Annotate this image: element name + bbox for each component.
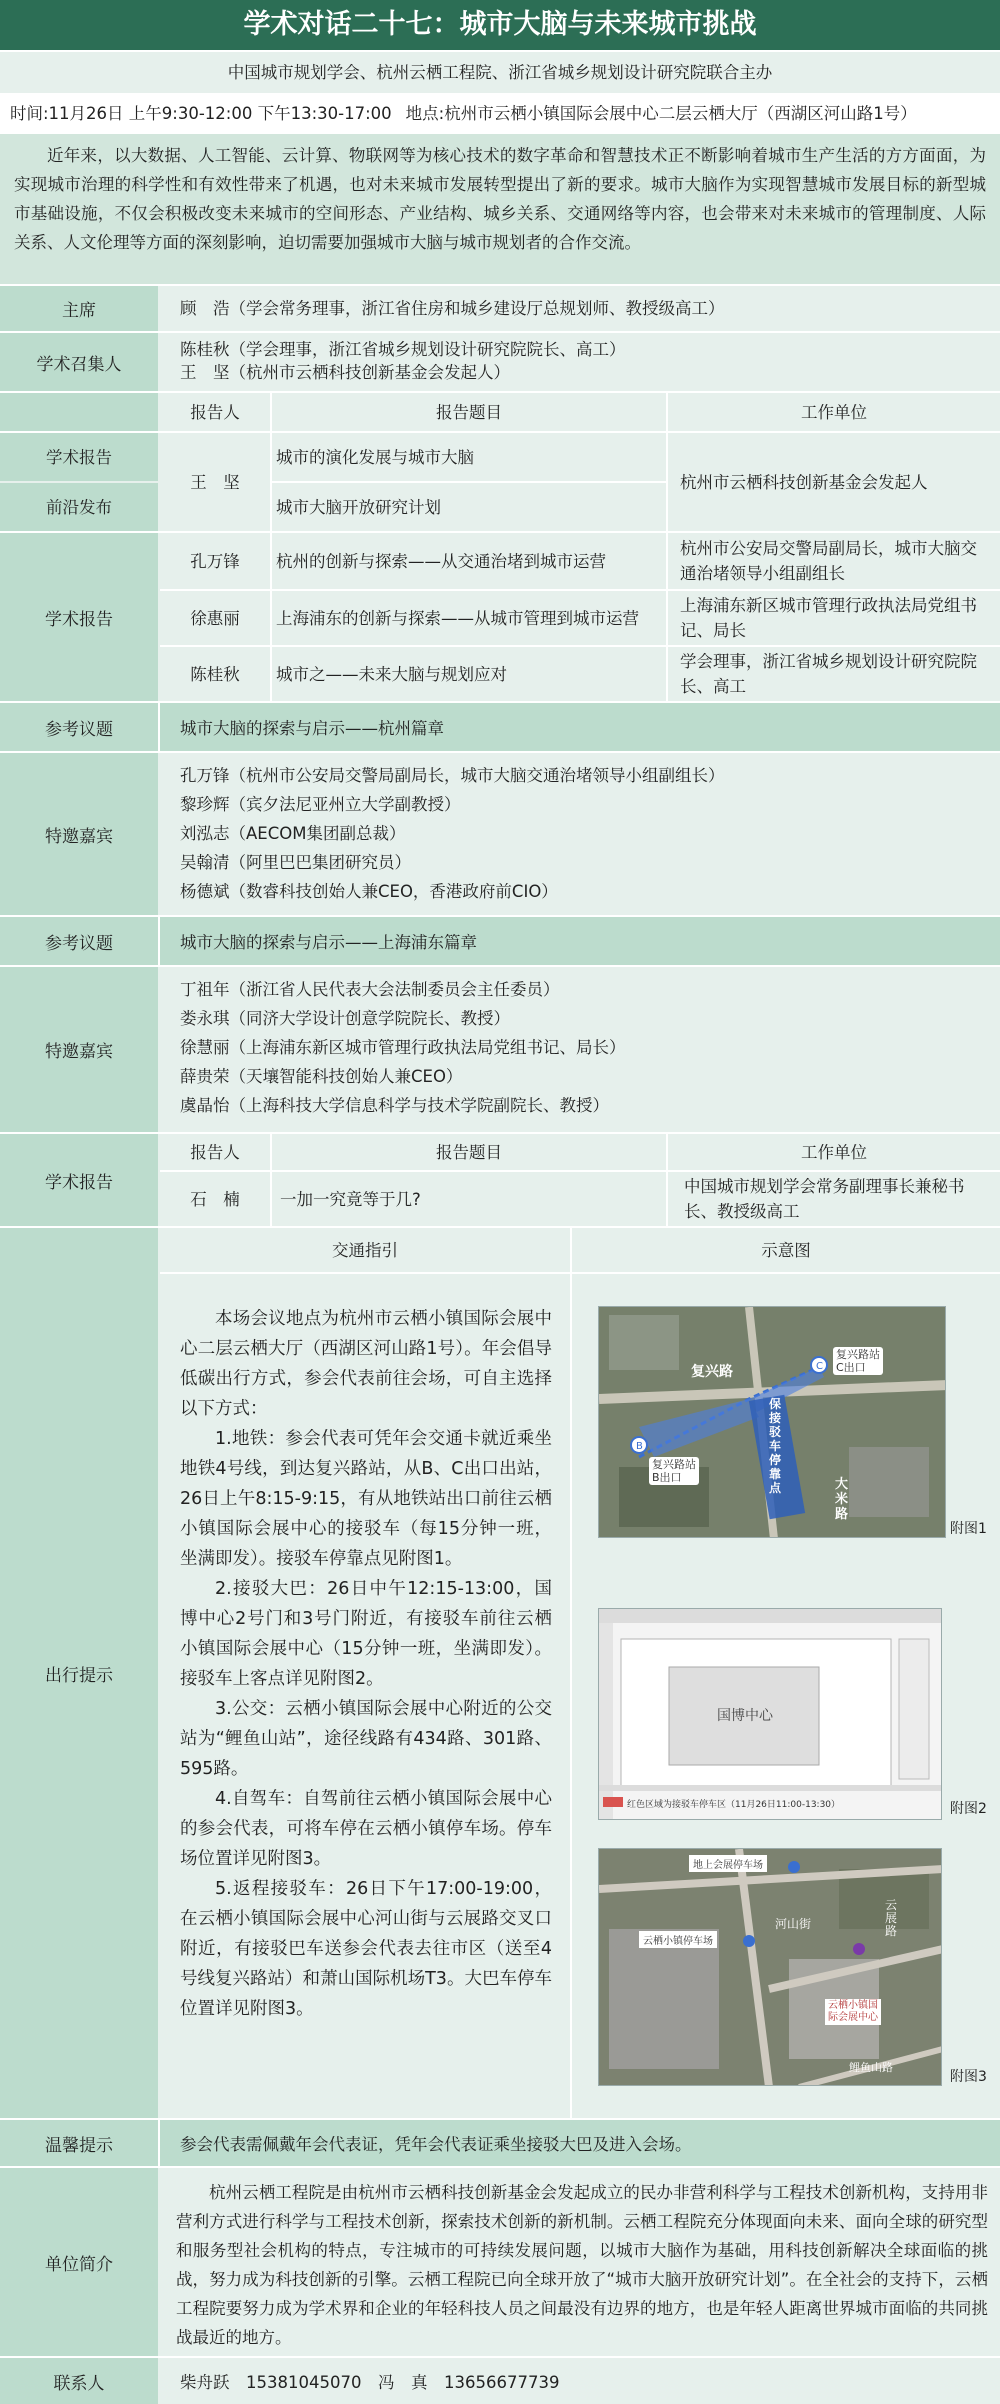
travel-guide [180, 1304, 552, 2024]
map1-label: 复兴路 [691, 1364, 733, 1380]
map1-label [649, 1457, 699, 1485]
table-header [0, 393, 1000, 431]
session2-speaker: 徐惠丽 [190, 608, 240, 628]
map3-label: 云展路 [885, 1898, 898, 1938]
header-speaker: 报告人 [190, 1142, 240, 1162]
convener-item: 陈桂秋（学会理事，浙江省城乡规划设计研究院院长、高工） [180, 340, 626, 359]
map3-caption: 附图3 [950, 2069, 987, 2085]
session1-label-release: 前沿发布 [0, 483, 158, 531]
session3 [0, 1134, 1000, 1226]
organizers: 中国城市规划学会、杭州云栖工程院、浙江省城乡规划设计研究院联合主办 [0, 52, 1000, 93]
map-3-graphic [599, 1849, 942, 2086]
session2-speaker: 陈桂秋 [190, 664, 240, 684]
page-title: 学术对话二十七：城市大脑与未来城市挑战 [0, 0, 1000, 50]
header-speaker: 报告人 [190, 402, 240, 422]
tips-label: 温馨提示 [0, 2120, 158, 2166]
session1-topic: 城市的演化发展与城市大脑 [276, 447, 474, 467]
guests2-label: 特邀嘉宾 [0, 967, 158, 1132]
travel-section [0, 1228, 1000, 2118]
session2-unit: 学会理事，浙江省城乡规划设计研究院院长、高工 [680, 652, 977, 696]
topic1-label: 参考议题 [0, 703, 158, 751]
map-3 [598, 1848, 942, 2086]
session3-unit: 中国城市规划学会常务副理事长兼秘书长、教授级高工 [684, 1177, 965, 1221]
guest-item: 薛贵荣（天壤智能科技创始人兼CEO） [180, 1067, 463, 1086]
travel-paragraph: 1.地铁：参会代表可凭年会交通卡就近乘坐地铁4号线，到达复兴路站，从B、C出口出站，26日上午8:15-9:15，有从地铁站出口前往云栖小镇国际会展中心的接驳车（每15分钟一班，坐满即发）。接驳车停靠点见附图1。 [180, 1429, 552, 1569]
guest-item: 刘泓志（AECOM集团副总裁） [180, 824, 406, 843]
svg-text:B: B [636, 1441, 643, 1452]
session2-topic: 城市之——未来大脑与规划应对 [276, 664, 507, 684]
session1-label-report: 学术报告 [0, 433, 158, 481]
map-2 [598, 1608, 942, 1820]
map-1 [598, 1306, 946, 1538]
tips-row [0, 2120, 1000, 2166]
guests1-label: 特邀嘉宾 [0, 753, 158, 915]
topic1-value: 城市大脑的探索与启示——杭州篇章 [180, 719, 444, 738]
org-label: 单位简介 [0, 2168, 158, 2356]
contact-value: 柴舟跃 15381045070 冯 真 13656677739 [180, 2373, 560, 2392]
guest-item: 黎珍辉（宾夕法尼亚州立大学副教授） [180, 795, 461, 814]
session2-label: 学术报告 [0, 533, 158, 701]
intro-paragraph: 近年来，以大数据、人工智能、云计算、物联网等为核心技术的数字革命和智慧技术正不断影响着城市生产生活的方方面面，为实现城市治理的科学性和有效性带来了机遇，也对未来城市发展转型提出了新的要求。城市大脑作为实现智慧城市发展目标的新型城市基础设施，不仅会积极改变未来城市的空间形态、产业结构、城乡关系、交通网络等内容，也会带来对未来城市的管理制度、人际关系、人文伦理等方面的深刻影响，迫切需要加强城市大脑与城市规划者的合作交流。 [0, 134, 1000, 284]
topic1-row [0, 703, 1000, 751]
convener-item: 王 坚（杭州市云栖科技创新基金会发起人） [180, 363, 510, 382]
map3-label: 云栖小镇国际会展中心 [825, 1999, 881, 2025]
svg-text:C: C [816, 1361, 823, 1372]
map2-label: 红色区域为接驳车停车区（11月26日11:00-13:30） [627, 1800, 841, 1810]
map1-label-text: 复兴路站 [836, 1348, 880, 1361]
header-topic: 报告题目 [436, 402, 502, 422]
chair-value: 顾 浩（学会常务理事，浙江省住房和城乡建设厅总规划师、教授级高工） [180, 299, 725, 318]
map1-label-text: 复兴路站 [652, 1458, 696, 1471]
session1-speaker: 王 坚 [190, 472, 240, 492]
map1-label: 大米路 [835, 1477, 849, 1522]
convener-row [0, 333, 1000, 391]
map3-label: 云栖小镇停车场 [639, 1931, 717, 1948]
session1 [0, 433, 1000, 531]
travel-paragraph: 2.接驳大巴：26日中午12:15-13:00，国博中心2号门和3号门附近，有接驳车前往云栖小镇国际会展中心（15分钟一班，坐满即发）。接驳车上客点详见附图2。 [180, 1579, 552, 1689]
session3-topic: 一加一究竟等于几? [280, 1189, 421, 1209]
guest-item: 杨德斌（数睿科技创始人兼CEO，香港政府前CIO） [180, 882, 558, 901]
convener-list [180, 338, 626, 384]
tips-value: 参会代表需佩戴年会代表证，凭年会代表证乘坐接驳大巴及进入会场。 [180, 2135, 692, 2154]
guest-item: 孔万锋（杭州市公安局交警局副局长，城市大脑交通治堵领导小组副组长） [180, 766, 725, 785]
header-topic: 报告题目 [436, 1142, 502, 1162]
session1-unit: 杭州市云栖科技创新基金会发起人 [680, 472, 928, 492]
session2-topic: 上海浦东的创新与探索——从城市管理到城市运营 [276, 608, 639, 628]
header-unit: 工作单位 [801, 1142, 867, 1162]
map1-caption: 附图1 [950, 1521, 987, 1537]
chair-label: 主席 [0, 286, 158, 331]
session2-unit: 上海浦东新区城市管理行政执法局党组书记、局长 [680, 596, 977, 640]
session3-label: 学术报告 [0, 1134, 158, 1226]
guest-item: 娄永琪（同济大学设计创意学院院长、教授） [180, 1009, 510, 1028]
session2-speaker: 孔万锋 [190, 551, 240, 571]
guests2-list [180, 975, 626, 1120]
guest-item: 丁祖年（浙江省人民代表大会法制委员会主任委员） [180, 980, 560, 999]
map1-label-text: C出口 [836, 1361, 866, 1374]
map3-label: 地上会展停车场 [689, 1855, 767, 1872]
guest-item: 徐慧丽（上海浦东新区城市管理行政执法局党组书记、局长） [180, 1038, 626, 1057]
session2-topic: 杭州的创新与探索——从交通治堵到城市运营 [276, 551, 606, 571]
time-place [0, 95, 1000, 132]
travel-label: 出行提示 [0, 1228, 158, 2118]
topic2-row [0, 917, 1000, 965]
map1-label [833, 1347, 883, 1375]
org-value: 杭州云栖工程院是由杭州市云栖科技创新基金会发起成立的民办非营利科学与工程技术创新机构，支持用非营利方式进行科学与工程技术创新，探索技术创新的新机制。云栖工程院充分体现面向未来、面向全球的研究型和服务型社会机构的特点，专注城市的可持续发展问题，以城市大脑作为基础，用科技创新解决全球面临的挑战，努力成为科技创新的引擎。云栖工程院已向全球开放了“城市大脑开放研究计划”。在全社会的支持下，云栖工程院要努力成为学术界和企业的年轻科技人员之间最没有边界的地方，也是年轻人距离世界城市面临的共同挑战最近的地方。 [176, 2183, 988, 2347]
guests1-row [0, 753, 1000, 915]
guests1-list [180, 761, 725, 906]
map1-label: 保接驳车停靠点 [769, 1397, 782, 1495]
convener-label: 学术召集人 [0, 333, 158, 391]
guest-item: 吴翰清（阿里巴巴集团研究员） [180, 853, 411, 872]
travel-paragraph: 4.自驾车：自驾前往云栖小镇国际会展中心的参会代表，可将车停在云栖小镇停车场。停车场位置详见附图3。 [180, 1789, 552, 1869]
travel-map-header: 示意图 [761, 1240, 811, 1260]
session2 [0, 533, 1000, 701]
guests2-row [0, 967, 1000, 1132]
session3-speaker: 石 楠 [190, 1189, 240, 1209]
session2-unit: 杭州市公安局交警局副局长，城市大脑交通治堵领导小组副组长 [680, 539, 977, 583]
map2-label: 国博中心 [717, 1708, 773, 1724]
map2-caption: 附图2 [950, 1801, 987, 1817]
contact-row [0, 2358, 1000, 2404]
chair-row [0, 286, 1000, 331]
topic2-label: 参考议题 [0, 917, 158, 965]
header-unit: 工作单位 [801, 402, 867, 422]
travel-guide-header: 交通指引 [332, 1240, 398, 1260]
travel-paragraph: 3.公交：云栖小镇国际会展中心附近的公交站为“鲤鱼山站”，途径线路有434路、301路、595路。 [180, 1699, 552, 1779]
map1-label-text: B出口 [652, 1471, 682, 1484]
travel-paragraph: 本场会议地点为杭州市云栖小镇国际会展中心二层云栖大厅（西湖区河山路1号）。年会倡导低碳出行方式，参会代表前往会场，可自主选择以下方式： [180, 1309, 552, 1419]
topic2-value: 城市大脑的探索与启示——上海浦东篇章 [180, 933, 477, 952]
session1-topic: 城市大脑开放研究计划 [276, 497, 441, 517]
map3-label: 河山街 [775, 1917, 812, 1931]
place-text: 地点:杭州市云栖小镇国际会展中心二层云栖大厅（西湖区河山路1号） [405, 104, 917, 123]
time-text: 时间:11月26日 上午9:30-12:00 下午13:30-17:00 [10, 104, 392, 123]
map3-label: 鲤鱼山路 [849, 2061, 893, 2074]
guest-item: 虞晶怡（上海科技大学信息科学与技术学院副院长、教授） [180, 1096, 609, 1115]
travel-paragraph: 5.返程接驳车：26日下午17:00-19:00，在云栖小镇国际会展中心河山街与云展路交叉口附近，有接驳巴车送参会代表去往市区（送至4号线复兴路站）和萧山国际机场T3。大巴车停车位置详见附图3。 [180, 1879, 552, 2019]
contact-label: 联系人 [0, 2358, 158, 2404]
org-row [0, 2168, 1000, 2356]
